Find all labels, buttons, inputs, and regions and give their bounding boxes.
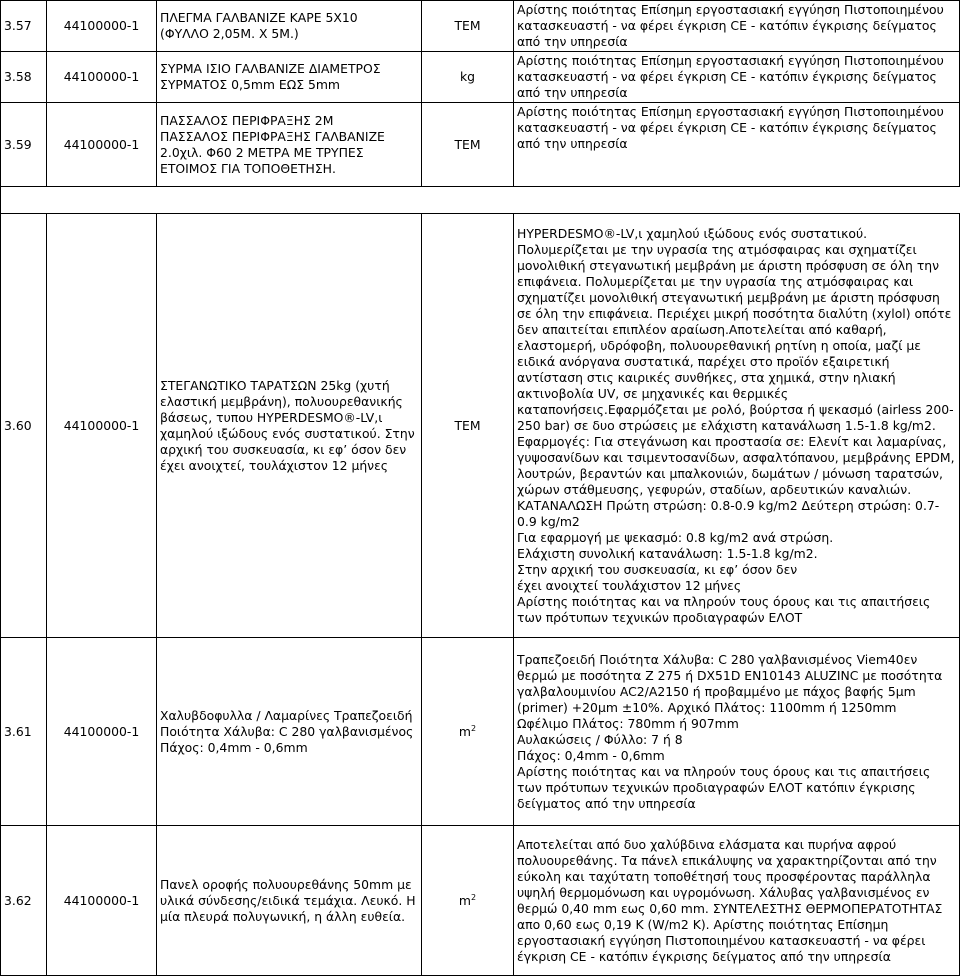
- unit-of-measure: ΤΕΜ: [422, 1, 514, 52]
- item-description: ΣΥΡΜΑ ΙΣΙΟ ΓΑΛΒΑΝΙΖΕ ΔΙΑΜΕΤΡΟΣ ΣΥΡΜΑΤΟΣ 0,5mm ΕΩΣ 5mm: [157, 52, 422, 103]
- unit-of-measure: ΤΕΜ: [422, 214, 514, 638]
- table-row: [1, 638, 960, 826]
- item-specification: Τραπεζοειδή Ποιότητα Χάλυβα: C 280 γαλβανισμένος Viem40εν θερμώ με ποσότητα Z 275 ή DX51D EN10143 ALUZINC με ποσότητα γαλβαλουμινίου AC2/A2150 ή προβαμμένο με πάχος βαφής 5μm (primer) +20μm ±10%. Αρχικό Πλάτος: 1100mm ή 1250mm Ωφέλιμο Πλάτος: 780mm ή 907mm Αυλακώσεις / Φύλλο: 7 ή 8 Πάχος: 0,4mm - 0,6mm Αρίστης ποιότητας και να πληρούν τους όρους και τις απαιτήσεις των πρότυπων τεχνικών προδιαγραφών ΕΛΟΤ κατόπιν έγκρισης δείγματος από την υπηρεσία: [514, 638, 960, 826]
- item-specification: Αποτελείται από δυο χαλύβδινα ελάσματα και πυρήνα αφρού πολυουρεθάνης. Τα πάνελ επικάλυψης να χαρακτηρίζονται από την εύκολη και ταχύτατη τοποθέτησή τους προσφέροντας παράλληλα υψηλή θερμομόνωση και υγρομόνωση. Χάλυβας γαλβανισμένος εν θερμώ 0,40 mm εως 0,60 mm. ΣΥΝΤΕΛΕΣΤΗΣ ΘΕΡΜΟΠΕΡΑΤΟΤΗΤΑΣ απο 0,60 εως 0,19 K (W/m2 K). Αρίστης ποιότητας Επίσημη εργοστασιακή εγγύηση Πιστοποιημένου κατασκευαστή - να φέρει έγκριση CE - κατόπιν έγκρισης δείγματος από την υπηρεσία: [514, 826, 960, 976]
- unit-of-measure: kg: [422, 52, 514, 103]
- cpv-code: 44100000-1: [47, 638, 157, 826]
- table-row: [1, 103, 960, 187]
- item-description: Χαλυβδοφυλλα / Λαμαρίνες Τραπεζοειδή Ποιότητα Χάλυβα: C 280 γαλβανισμένος Πάχος: 0,4mm - 0,6mm: [157, 638, 422, 826]
- table-row: [1, 1, 960, 52]
- cpv-code: 44100000-1: [47, 1, 157, 52]
- cpv-code: 44100000-1: [47, 214, 157, 638]
- cpv-code: 44100000-1: [47, 52, 157, 103]
- item-number: 3.57: [1, 1, 47, 52]
- item-description: Πανελ οροφής πολυουρεθάνης 50mm με υλικά σύνδεσης/ειδικά τεμάχια. Λευκό. Η μία πλευρά πολυγωνική, η άλλη ευθεία.: [157, 826, 422, 976]
- cpv-code: 44100000-1: [47, 103, 157, 187]
- item-number: 3.58: [1, 52, 47, 103]
- item-number: 3.62: [1, 826, 47, 976]
- unit-of-measure: $m^2$: [422, 638, 514, 826]
- item-number: 3.61: [1, 638, 47, 826]
- table-row: [1, 214, 960, 638]
- item-specification: HYPERDESMO®-LV,ι χαμηλού ιξώδους ενός συστατικού. Πολυμερίζεται με την υγρασία της ατμόσφαιρας και σχηματίζει μονολιθική στεγανωτική μεμβράνη με άριστη πρόσφυση σε όλη την επιφάνεια. Πολυμερίζεται με την υγρασία της ατμόσφαιρας και σχηματίζει μονολιθική στεγανωτική μεμβράνη με άριστη πρόσφυση σε όλη την επιφάνεια. Περιέχει μικρή ποσότητα διαλύτη (xylol) οπότε δεν απαιτείται επιπλέον αραίωση.Αποτελείται από καθαρή, ελαστομερή, υδρόφοβη, πολυουρεθανική ρητίνη η οποία, μαζί με ειδικά ανόργανα συστατικά, παρέχει στο προϊόν εξαιρετική αντίσταση στις καιρικές συνθήκες, στα χημικά, στην ηλιακή ακτινοβολία UV, σε μηχανικές και θερμικές καταπονήσεις.Εφαρμόζεται με ρολό, βούρτσα ή ψεκασμό (airless 200-250 bar) σε δυο στρώσεις με ελάχιστη κατανάλωση 1.5-1.8 kg/m2. Εφαρμογές: Για στεγάνωση και προστασία σε: Ελενίτ και λαμαρίνας, γυψοσανίδων και τσιμεντοσανίδων, ασφαλτόπανου, μεμβράνης EPDM, λουτρών, βεραντών και μπαλκονιών, δωμάτων / μόνωση ταρατσών, χώρων στάθμευσης, γεφυρών, σταδίων, αρδευτικών καναλιών. ΚΑΤΑΝΑΛΩΣΗ Πρώτη στρώση: 0.8-0.9 kg/m2 Δεύτερη στρώση: 0.7-0.9 kg/m2 Για εφαρμογή με ψεκασμό: 0.8 kg/m2 ανά στρώση. Ελάχιστη συνολική κατανάλωση: 1.5-1.8 kg/m2. Στην αρχική του συσκευασία, κι εφ’ όσον δεν έχει ανοιχτεί τουλάχιστον 12 μήνες Αρίστης ποιότητας και να πληρούν τους όρους και τις απαιτήσεις των πρότυπων τεχνικών προδιαγραφών ΕΛΟΤ: [514, 214, 960, 638]
- unit-of-measure: ΤΕΜ: [422, 103, 514, 187]
- item-description: ΠΛΕΓΜΑ ΓΑΛΒΑΝΙΖΕ ΚΑΡΕ 5Χ10 (ΦΥΛΛΟ 2,05Μ. Χ 5Μ.): [157, 1, 422, 52]
- table-row: [1, 52, 960, 103]
- unit-of-measure: $m^2$: [422, 826, 514, 976]
- cpv-code: 44100000-1: [47, 826, 157, 976]
- item-number: 3.60: [1, 214, 47, 638]
- item-specification: Αρίστης ποιότητας Επίσημη εργοστασιακή εγγύηση Πιστοποιημένου κατασκευαστή - να φέρει έγκριση CE - κατόπιν έγκρισης δείγματος από την υπηρεσία: [514, 1, 960, 52]
- item-description: ΣΤΕΓΑΝΩΤΙΚΟ ΤΑΡΑΤΣΩΝ 25kg (χυτή ελαστική μεμβράνη), πολυουρεθανικής βάσεως, τυπου HYPERDESMO®-LV,ι χαμηλού ιξώδους ενός συστατικού. Στην αρχική του συσκευασία, κι εφ’ όσον δεν έχει ανοιχτεί, τουλάχιστον 12 μήνες: [157, 214, 422, 638]
- item-specification: Αρίστης ποιότητας Επίσημη εργοστασιακή εγγύηση Πιστοποιημένου κατασκευαστή - να φέρει έγκριση CE - κατόπιν έγκρισης δείγματος από την υπηρεσία: [514, 52, 960, 103]
- item-number: 3.59: [1, 103, 47, 187]
- table-row: [1, 826, 960, 976]
- item-description: ΠΑΣΣΑΛΟΣ ΠΕΡΙΦΡΑΞΗΣ 2Μ ΠΑΣΣΑΛΟΣ ΠΕΡΙΦΡΑΞΗΣ ΓΑΛΒΑΝΙΖΕ 2.0χιλ. Φ60 2 ΜΕΤΡΑ ΜΕ ΤΡΥΠΕΣ ΕΤΟΙΜΟΣ ΓΙΑ ΤΟΠΟΘΕΤΗΣΗ.: [157, 103, 422, 187]
- spacer-row: [1, 187, 960, 214]
- item-specification: Αρίστης ποιότητας Επίσημη εργοστασιακή εγγύηση Πιστοποιημένου κατασκευαστή - να φέρει έγκριση CE - κατόπιν έγκρισης δείγματος από την υπηρεσία: [514, 103, 960, 187]
